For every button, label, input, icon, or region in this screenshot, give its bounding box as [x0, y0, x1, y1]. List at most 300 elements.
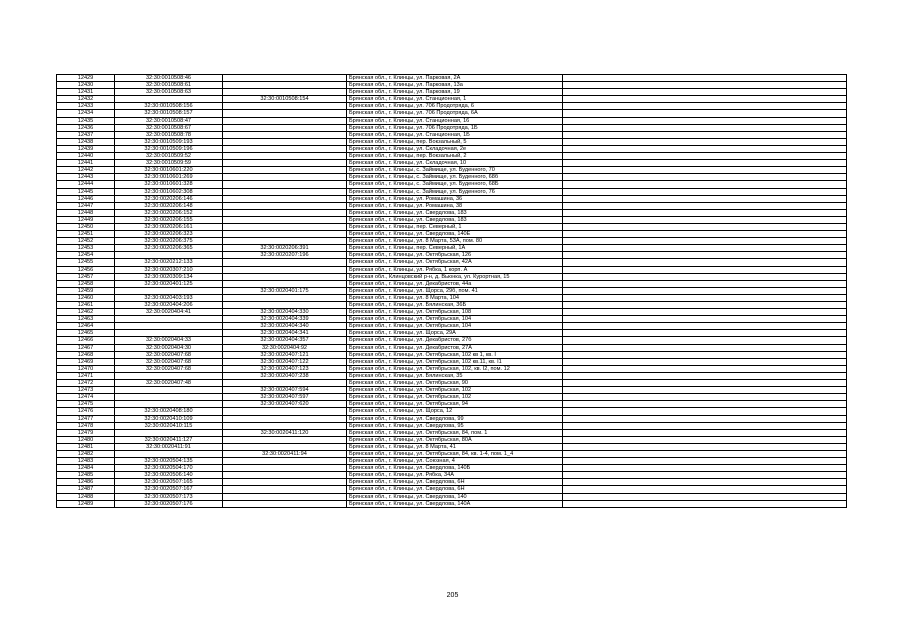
- table-row: [57, 75, 847, 82]
- cadastral-number-cell: [115, 450, 223, 457]
- table-row: [57, 216, 847, 223]
- cadastral-number-cell: [115, 252, 223, 259]
- address-cell: Брянская обл., г. Клинцы, ул. Свердлова, 183: [347, 216, 563, 223]
- address-cell: Брянская обл., г. Клинцы, ул. Складочная, 10: [347, 160, 563, 167]
- cadastral-number-cell: 32:30:0010508:46: [115, 75, 223, 82]
- building-cadastral-number-cell: [223, 465, 347, 472]
- extra-cell: [563, 202, 847, 209]
- building-cadastral-number-cell: 32:30:0020407:238: [223, 372, 347, 379]
- extra-cell: [563, 443, 847, 450]
- table-row: [57, 429, 847, 436]
- table-row: [57, 443, 847, 450]
- building-cadastral-number-cell: [223, 479, 347, 486]
- address-cell: Брянская обл., г. Клинцы, ул. 706 Продотряда, 1Б: [347, 124, 563, 131]
- address-cell: Брянская обл., г. Клинцы, ул. Складочная, 2е: [347, 145, 563, 152]
- building-cadastral-number-cell: [223, 280, 347, 287]
- row-number-cell: 12461: [57, 302, 115, 309]
- row-number-cell: 12460: [57, 294, 115, 301]
- table-row: [57, 117, 847, 124]
- address-cell: Брянская обл., г. Клинцы, ул. Октябрьская, 102, кв. I2, пом. 12: [347, 365, 563, 372]
- building-cadastral-number-cell: [223, 188, 347, 195]
- cadastral-number-cell: 32:30:0020206:148: [115, 202, 223, 209]
- extra-cell: [563, 309, 847, 316]
- table-row: [57, 436, 847, 443]
- row-number-cell: 12452: [57, 238, 115, 245]
- table-row: [57, 153, 847, 160]
- table-row: [57, 458, 847, 465]
- row-number-cell: 12472: [57, 380, 115, 387]
- building-cadastral-number-cell: [223, 259, 347, 266]
- building-cadastral-number-cell: [223, 443, 347, 450]
- address-cell: Брянская обл., г. Клинцы, пер. Вокзальный, 2: [347, 153, 563, 160]
- cadastral-number-cell: 32:30:0020411:127: [115, 436, 223, 443]
- building-cadastral-number-cell: 32:30:0020404:330: [223, 309, 347, 316]
- address-cell: Брянская обл., г. Клинцы, ул. Свердлова, 6Н: [347, 479, 563, 486]
- extra-cell: [563, 415, 847, 422]
- building-cadastral-number-cell: [223, 82, 347, 89]
- address-cell: Брянская обл., г. Клинцы, ул. Свердлова, 140: [347, 493, 563, 500]
- table-row: [57, 131, 847, 138]
- address-cell: Брянская обл., г. Клинцы, ул. Октябрьская, 42А: [347, 259, 563, 266]
- address-cell: Брянская обл., г. Клинцы, ул. Союзная, 4: [347, 458, 563, 465]
- row-number-cell: 12458: [57, 280, 115, 287]
- address-cell: Брянская обл., г. Клинцы, ул. Декабристов, 44а: [347, 280, 563, 287]
- cadastral-number-cell: 32:30:0010508:156: [115, 103, 223, 110]
- extra-cell: [563, 103, 847, 110]
- address-cell: Брянская обл., г. Клинцы, ул. Рябка, 34А: [347, 472, 563, 479]
- table-row: [57, 96, 847, 103]
- cadastral-number-cell: 32:30:0020212:133: [115, 259, 223, 266]
- building-cadastral-number-cell: [223, 117, 347, 124]
- cadastral-number-cell: 32:30:0020407:68: [115, 351, 223, 358]
- table-row: [57, 422, 847, 429]
- building-cadastral-number-cell: 32:30:0020404:92: [223, 344, 347, 351]
- row-number-cell: 12483: [57, 458, 115, 465]
- cadastral-number-cell: 32:30:0010508:157: [115, 110, 223, 117]
- table-row: [57, 231, 847, 238]
- address-cell: Брянская обл., г. Клинцы, ул. Октябрьская, 102 кв.11, кв. I1: [347, 358, 563, 365]
- row-number-cell: 12476: [57, 408, 115, 415]
- cadastral-number-cell: 32:30:0020507:173: [115, 493, 223, 500]
- table-row: [57, 238, 847, 245]
- building-cadastral-number-cell: 32:30:0020407:123: [223, 365, 347, 372]
- extra-cell: [563, 337, 847, 344]
- building-cadastral-number-cell: 32:30:0020401:175: [223, 287, 347, 294]
- table-row: [57, 89, 847, 96]
- table-row: [57, 401, 847, 408]
- building-cadastral-number-cell: [223, 436, 347, 443]
- row-number-cell: 12466: [57, 337, 115, 344]
- table-row: [57, 472, 847, 479]
- building-cadastral-number-cell: [223, 174, 347, 181]
- row-number-cell: 12462: [57, 309, 115, 316]
- extra-cell: [563, 216, 847, 223]
- row-number-cell: 12431: [57, 89, 115, 96]
- row-number-cell: 12457: [57, 273, 115, 280]
- cadastral-number-cell: 32:30:0020407:68: [115, 358, 223, 365]
- building-cadastral-number-cell: 32:30:0010508:154: [223, 96, 347, 103]
- address-cell: Брянская обл., г. Клинцы, ул. Октябрьская, 104: [347, 316, 563, 323]
- cadastral-number-cell: 32:30:0020404:33: [115, 337, 223, 344]
- extra-cell: [563, 323, 847, 330]
- table-row: [57, 287, 847, 294]
- extra-cell: [563, 429, 847, 436]
- row-number-cell: 12471: [57, 372, 115, 379]
- building-cadastral-number-cell: 32:30:0020404:339: [223, 316, 347, 323]
- table-row: [57, 351, 847, 358]
- extra-cell: [563, 365, 847, 372]
- row-number-cell: 12446: [57, 195, 115, 202]
- table-row: [57, 195, 847, 202]
- address-cell: Брянская обл., г. Клинцы, ул. Октябрьская, 84, пом. 1: [347, 429, 563, 436]
- cadastral-number-cell: 32:30:0020404:206: [115, 302, 223, 309]
- address-cell: Брянская обл., г. Клинцы, ул. Свердлова, 140Б: [347, 465, 563, 472]
- row-number-cell: 12470: [57, 365, 115, 372]
- address-cell: Брянская обл., г. Клинцы, ул. Бялинская, 35: [347, 372, 563, 379]
- cadastral-number-cell: 32:30:0020309:134: [115, 273, 223, 280]
- cadastral-number-cell: [115, 401, 223, 408]
- extra-cell: [563, 82, 847, 89]
- building-cadastral-number-cell: [223, 209, 347, 216]
- table-row: [57, 316, 847, 323]
- extra-cell: [563, 472, 847, 479]
- cadastral-number-cell: 32:30:0020403:193: [115, 294, 223, 301]
- table-row: [57, 323, 847, 330]
- row-number-cell: 12455: [57, 259, 115, 266]
- extra-cell: [563, 450, 847, 457]
- table-row: [57, 138, 847, 145]
- table-row: [57, 252, 847, 259]
- row-number-cell: 12484: [57, 465, 115, 472]
- row-number-cell: 12473: [57, 387, 115, 394]
- row-number-cell: 12441: [57, 160, 115, 167]
- address-cell: Брянская обл., г. Клинцы, ул. Парковая, 19: [347, 89, 563, 96]
- address-cell: Брянская обл., г. Клинцы, ул. Ромашина, 36: [347, 195, 563, 202]
- cadastral-number-cell: 32:30:0020411:91: [115, 443, 223, 450]
- extra-cell: [563, 330, 847, 337]
- extra-cell: [563, 181, 847, 188]
- table-row: [57, 309, 847, 316]
- table-row: [57, 209, 847, 216]
- cadastral-number-cell: 32:30:0020507:176: [115, 500, 223, 507]
- building-cadastral-number-cell: [223, 195, 347, 202]
- address-cell: Брянская обл., Клинцовский р-н, д. Вьюнка, ул. Курортная, 15: [347, 273, 563, 280]
- row-number-cell: 12488: [57, 493, 115, 500]
- table-row: [57, 145, 847, 152]
- row-number-cell: 12468: [57, 351, 115, 358]
- cadastral-number-cell: 32:30:0010601:328: [115, 181, 223, 188]
- cadastral-number-cell: [115, 429, 223, 436]
- extra-cell: [563, 351, 847, 358]
- table-row: [57, 181, 847, 188]
- table-row: [57, 380, 847, 387]
- address-cell: Брянская обл., г. Клинцы, ул. Свердлова, 95: [347, 422, 563, 429]
- address-cell: Брянская обл., г. Клинцы, ул. Октябрьская, 126: [347, 252, 563, 259]
- row-number-cell: 12440: [57, 153, 115, 160]
- building-cadastral-number-cell: 32:30:0020206:391: [223, 245, 347, 252]
- row-number-cell: 12429: [57, 75, 115, 82]
- extra-cell: [563, 117, 847, 124]
- extra-cell: [563, 75, 847, 82]
- cadastral-number-cell: [115, 387, 223, 394]
- building-cadastral-number-cell: [223, 167, 347, 174]
- extra-cell: [563, 344, 847, 351]
- cadastral-number-cell: 32:30:0010508:47: [115, 117, 223, 124]
- row-number-cell: 12447: [57, 202, 115, 209]
- address-cell: Брянская обл., г. Клинцы, ул. Октябрьская, 84, кв. 1-4, пом. 1_4: [347, 450, 563, 457]
- cadastral-number-cell: [115, 372, 223, 379]
- row-number-cell: 12436: [57, 124, 115, 131]
- extra-cell: [563, 294, 847, 301]
- building-cadastral-number-cell: 32:30:0020411:94: [223, 450, 347, 457]
- extra-cell: [563, 486, 847, 493]
- cadastral-number-cell: 32:30:0020408:180: [115, 408, 223, 415]
- building-cadastral-number-cell: [223, 202, 347, 209]
- address-cell: Брянская обл., г. Клинцы, ул. Свердлова, 140Е: [347, 231, 563, 238]
- extra-cell: [563, 358, 847, 365]
- cadastral-number-cell: 32:30:0010508:63: [115, 89, 223, 96]
- cadastral-number-cell: 32:30:0020410:115: [115, 422, 223, 429]
- address-cell: Брянская обл., г. Клинцы, пер. Вокзальный, 5: [347, 138, 563, 145]
- table-row: [57, 103, 847, 110]
- table-row: [57, 160, 847, 167]
- address-cell: Брянская обл., г. Клинцы, ул. Октябрьская, 94: [347, 401, 563, 408]
- building-cadastral-number-cell: 32:30:0020404:341: [223, 330, 347, 337]
- extra-cell: [563, 174, 847, 181]
- cadastral-number-cell: 32:30:0020504:170: [115, 465, 223, 472]
- building-cadastral-number-cell: 32:30:0020207:196: [223, 252, 347, 259]
- table-row: [57, 124, 847, 131]
- building-cadastral-number-cell: 32:30:0020407:594: [223, 387, 347, 394]
- table-row: [57, 372, 847, 379]
- building-cadastral-number-cell: [223, 273, 347, 280]
- building-cadastral-number-cell: [223, 472, 347, 479]
- cadastral-number-cell: [115, 330, 223, 337]
- cadastral-number-cell: 32:30:0020407:68: [115, 365, 223, 372]
- cadastral-number-cell: 32:30:0020206:375: [115, 238, 223, 245]
- row-number-cell: 12464: [57, 323, 115, 330]
- address-cell: Брянская обл., г. Клинцы, с. Займище, ул. Буденного, 76: [347, 188, 563, 195]
- extra-cell: [563, 259, 847, 266]
- building-cadastral-number-cell: [223, 493, 347, 500]
- row-number-cell: 12453: [57, 245, 115, 252]
- extra-cell: [563, 408, 847, 415]
- address-cell: Брянская обл., г. Клинцы, ул. Рябка, 1 корп. А: [347, 266, 563, 273]
- row-number-cell: 12482: [57, 450, 115, 457]
- address-cell: Брянская обл., г. Клинцы, с. Займище, ул. Буденного, 68б: [347, 174, 563, 181]
- address-cell: Брянская обл., г. Клинцы, ул. 706 Продотряда, 6А: [347, 110, 563, 117]
- page-number: 205: [446, 592, 459, 599]
- row-number-cell: 12487: [57, 486, 115, 493]
- cadastral-number-cell: 32:30:0020206:152: [115, 209, 223, 216]
- row-number-cell: 12465: [57, 330, 115, 337]
- building-cadastral-number-cell: 32:30:0020407:597: [223, 394, 347, 401]
- row-number-cell: 12481: [57, 443, 115, 450]
- extra-cell: [563, 401, 847, 408]
- table-row: [57, 273, 847, 280]
- address-cell: Брянская обл., г. Клинцы, ул. Щорса, 29А: [347, 330, 563, 337]
- extra-cell: [563, 167, 847, 174]
- extra-cell: [563, 302, 847, 309]
- building-cadastral-number-cell: [223, 181, 347, 188]
- cadastral-number-cell: 32:30:0020401:125: [115, 280, 223, 287]
- table-row: [57, 259, 847, 266]
- row-number-cell: 12435: [57, 117, 115, 124]
- building-cadastral-number-cell: [223, 238, 347, 245]
- address-cell: Брянская обл., г. Клинцы, ул. 8 Марта, 41: [347, 443, 563, 450]
- extra-cell: [563, 145, 847, 152]
- building-cadastral-number-cell: [223, 110, 347, 117]
- table-row: [57, 223, 847, 230]
- row-number-cell: 12463: [57, 316, 115, 323]
- table-row: [57, 330, 847, 337]
- row-number-cell: 12432: [57, 96, 115, 103]
- table-row: [57, 302, 847, 309]
- address-cell: Брянская обл., г. Клинцы, ул. Свердлова, 6Н: [347, 486, 563, 493]
- registry-table-body: [57, 75, 847, 508]
- building-cadastral-number-cell: [223, 145, 347, 152]
- table-row: [57, 337, 847, 344]
- cadastral-number-cell: 32:30:0010509:52: [115, 153, 223, 160]
- building-cadastral-number-cell: [223, 131, 347, 138]
- cadastral-number-cell: 32:30:0020206:155: [115, 216, 223, 223]
- cadastral-number-cell: 32:30:0020507:165: [115, 479, 223, 486]
- address-cell: Брянская обл., г. Клинцы, ул. Станционная, 1: [347, 96, 563, 103]
- building-cadastral-number-cell: [223, 103, 347, 110]
- table-row: [57, 394, 847, 401]
- row-number-cell: 12480: [57, 436, 115, 443]
- address-cell: Брянская обл., г. Клинцы, ул. Октябрьская, 80А: [347, 436, 563, 443]
- table-row: [57, 174, 847, 181]
- address-cell: Брянская обл., г. Клинцы, ул. Октябрьская, 102: [347, 394, 563, 401]
- address-cell: Брянская обл., г. Клинцы, ул. Бялинская, 36Б: [347, 302, 563, 309]
- extra-cell: [563, 280, 847, 287]
- extra-cell: [563, 238, 847, 245]
- row-number-cell: 12437: [57, 131, 115, 138]
- cadastral-number-cell: 32:30:0010508:78: [115, 131, 223, 138]
- building-cadastral-number-cell: [223, 458, 347, 465]
- building-cadastral-number-cell: [223, 500, 347, 507]
- address-cell: Брянская обл., г. Клинцы, ул. Октябрьская, 108: [347, 309, 563, 316]
- building-cadastral-number-cell: [223, 415, 347, 422]
- row-number-cell: 12485: [57, 472, 115, 479]
- building-cadastral-number-cell: [223, 138, 347, 145]
- building-cadastral-number-cell: [223, 408, 347, 415]
- cadastral-number-cell: 32:30:0010508:61: [115, 82, 223, 89]
- table-row: [57, 280, 847, 287]
- building-cadastral-number-cell: 32:30:0020404:340: [223, 323, 347, 330]
- extra-cell: [563, 138, 847, 145]
- building-cadastral-number-cell: [223, 153, 347, 160]
- cadastral-number-cell: 32:30:0010509:196: [115, 145, 223, 152]
- building-cadastral-number-cell: [223, 89, 347, 96]
- extra-cell: [563, 273, 847, 280]
- extra-cell: [563, 465, 847, 472]
- row-number-cell: 12474: [57, 394, 115, 401]
- address-cell: Брянская обл., г. Клинцы, с. Займище, ул. Буденного, 70: [347, 167, 563, 174]
- row-number-cell: 12448: [57, 209, 115, 216]
- table-row: [57, 500, 847, 507]
- building-cadastral-number-cell: [223, 223, 347, 230]
- building-cadastral-number-cell: [223, 294, 347, 301]
- address-cell: Брянская обл., г. Клинцы, ул. 8 Марта, 53А, пом. 80: [347, 238, 563, 245]
- building-cadastral-number-cell: [223, 486, 347, 493]
- row-number-cell: 12449: [57, 216, 115, 223]
- table-row: [57, 344, 847, 351]
- extra-cell: [563, 223, 847, 230]
- address-cell: Брянская обл., г. Клинцы, ул. Свердлова, 140А: [347, 500, 563, 507]
- extra-cell: [563, 287, 847, 294]
- address-cell: Брянская обл., г. Клинцы, ул. Станционная, 1Б: [347, 131, 563, 138]
- extra-cell: [563, 500, 847, 507]
- address-cell: Брянская обл., г. Клинцы, ул. Парковая, 13а: [347, 82, 563, 89]
- cadastral-number-cell: 32:30:0010509:193: [115, 138, 223, 145]
- cadastral-number-cell: 32:30:0010509:59: [115, 160, 223, 167]
- row-number-cell: 12454: [57, 252, 115, 259]
- extra-cell: [563, 195, 847, 202]
- extra-cell: [563, 96, 847, 103]
- row-number-cell: 12451: [57, 231, 115, 238]
- row-number-cell: 12467: [57, 344, 115, 351]
- table-row: [57, 387, 847, 394]
- table-row: [57, 450, 847, 457]
- extra-cell: [563, 458, 847, 465]
- table-row: [57, 202, 847, 209]
- building-cadastral-number-cell: [223, 266, 347, 273]
- cadastral-number-cell: 32:30:0020404:41: [115, 309, 223, 316]
- row-number-cell: 12439: [57, 145, 115, 152]
- extra-cell: [563, 372, 847, 379]
- table-row: [57, 266, 847, 273]
- row-number-cell: 12442: [57, 167, 115, 174]
- cadastral-number-cell: 32:30:0020206:146: [115, 195, 223, 202]
- table-row: [57, 465, 847, 472]
- extra-cell: [563, 266, 847, 273]
- address-cell: Брянская обл., г. Клинцы, ул. 706 Продотряда, 6: [347, 103, 563, 110]
- building-cadastral-number-cell: [223, 231, 347, 238]
- table-row: [57, 82, 847, 89]
- cadastral-number-cell: [115, 323, 223, 330]
- extra-cell: [563, 394, 847, 401]
- cadastral-number-cell: 32:30:0010601:220: [115, 167, 223, 174]
- building-cadastral-number-cell: [223, 302, 347, 309]
- address-cell: Брянская обл., г. Клинцы, пер. Северный, 1А: [347, 245, 563, 252]
- registry-table: [56, 74, 847, 508]
- row-number-cell: 12433: [57, 103, 115, 110]
- address-cell: Брянская обл., г. Клинцы, ул. Щорса, 12: [347, 408, 563, 415]
- extra-cell: [563, 124, 847, 131]
- row-number-cell: 12478: [57, 422, 115, 429]
- table-row: [57, 358, 847, 365]
- extra-cell: [563, 380, 847, 387]
- extra-cell: [563, 131, 847, 138]
- address-cell: Брянская обл., г. Клинцы, ул. Щорса, 29б, пом. 41: [347, 287, 563, 294]
- cadastral-number-cell: 32:30:0010601:269: [115, 174, 223, 181]
- cadastral-number-cell: 32:30:0020206:323: [115, 231, 223, 238]
- table-row: [57, 486, 847, 493]
- extra-cell: [563, 387, 847, 394]
- extra-cell: [563, 110, 847, 117]
- row-number-cell: 12475: [57, 401, 115, 408]
- building-cadastral-number-cell: [223, 160, 347, 167]
- building-cadastral-number-cell: [223, 422, 347, 429]
- row-number-cell: 12434: [57, 110, 115, 117]
- cadastral-number-cell: 32:30:0020206:365: [115, 245, 223, 252]
- address-cell: Брянская обл., г. Клинцы, ул. Октябрьская, 102 кв 1, кв. I: [347, 351, 563, 358]
- cadastral-number-cell: 32:30:0010602:308: [115, 188, 223, 195]
- row-number-cell: 12477: [57, 415, 115, 422]
- building-cadastral-number-cell: [223, 216, 347, 223]
